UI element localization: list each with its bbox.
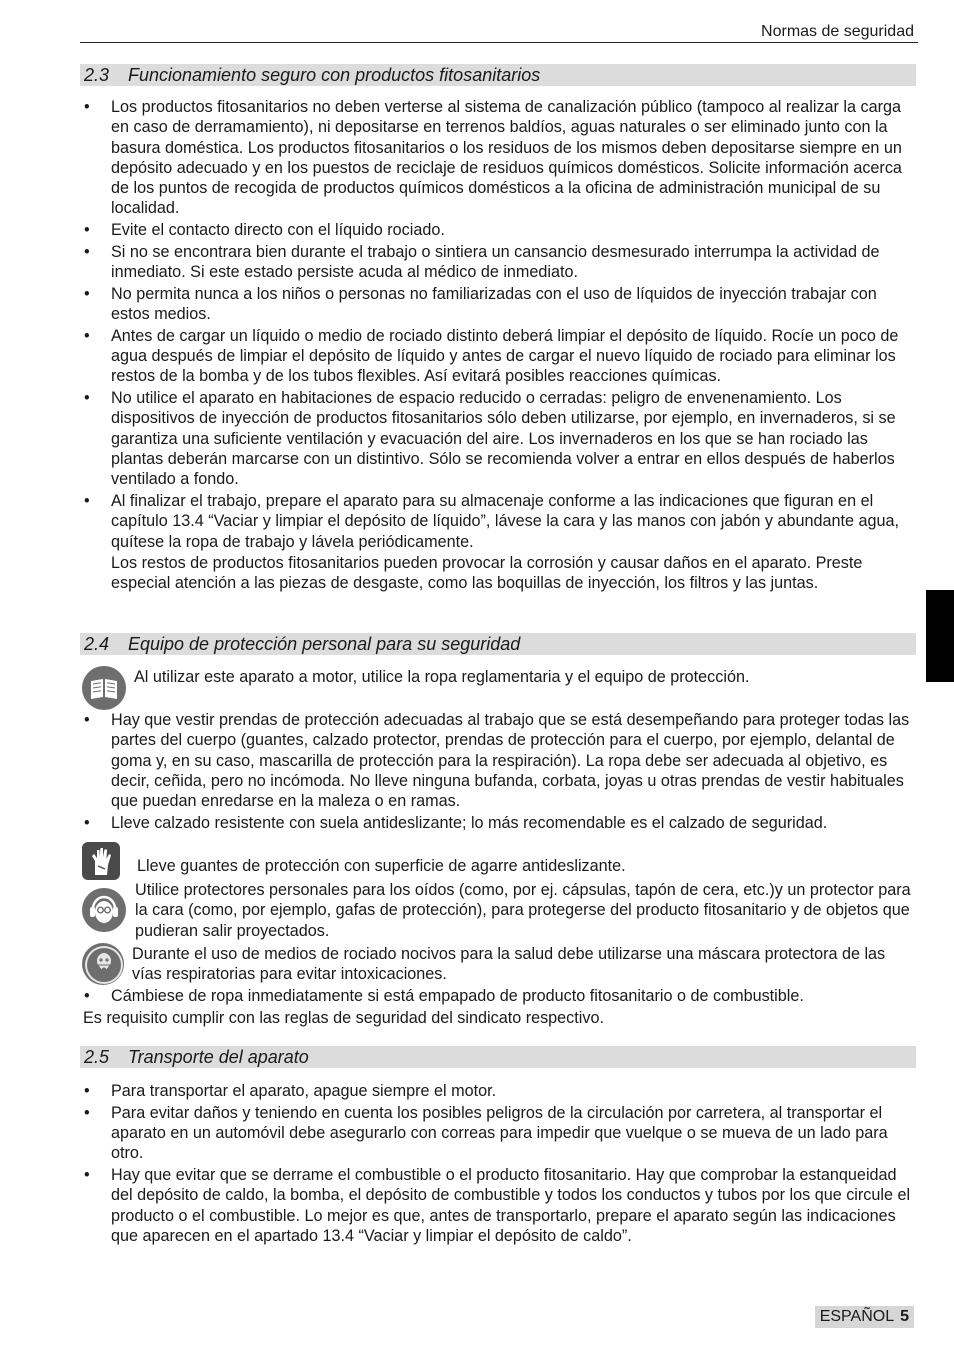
list-item: • Hay que evitar que se derrame el combustible o el producto fitosanitario. Hay que comprobar la estanqueidad del depósito de caldo, la bomba, el depósito de combustible y todos los conductos y tubos por los que circule el producto o el combustible. Lo mejor es que, antes de transportarlo, prepare el aparato según las indicaciones que aparecen en el apartado 13.4 “Vaciar y limpiar el depósito de caldo”. bbox=[80, 1165, 914, 1246]
running-header: Normas de seguridad bbox=[761, 23, 914, 40]
page-footer bbox=[815, 1306, 914, 1328]
page-number: 5 bbox=[900, 1308, 909, 1325]
list-item: • Para evitar daños y teniendo en cuenta los posibles peligros de la circulación por carretera, al transportar el aparato en un automóvil debe asegurarlo con correas para impedir que vuelque o se mueva de un lado para otro. bbox=[80, 1103, 914, 1164]
list-item: • Hay que vestir prendas de protección adecuadas al trabajo que se está desempeñando para proteger todas las partes del cuerpo (guantes, calzado protector, prendas de protección para el cuerpo, por ejemplo, delantal de goma y, en su caso, mascarilla de protección para la respiración). La ropa debe ser adecuada al objetivo, es decir, ceñida, pero no incómoda. No lleve ninguna bufanda, corbata, joyas u otras prendas de vestir habituales que puedan enredarse en la maleza o en ramas. bbox=[80, 710, 914, 811]
list-item: • Cámbiese de ropa inmediatamente si está empapado de producto fitosanitario o de combustible. bbox=[80, 986, 914, 1006]
ear-face-protection-icon bbox=[82, 888, 126, 932]
section-title: Funcionamiento seguro con productos fitosanitarios bbox=[128, 65, 541, 85]
section-2-3-list bbox=[80, 97, 914, 552]
section-number: 2.3 bbox=[84, 65, 110, 85]
section-2-5-list bbox=[80, 1081, 914, 1248]
list-item: • Los productos fitosanitarios no deben verterse al sistema de canalización público (tampoco al realizar la carga en caso de derramamiento), ni depositarse en terrenos baldíos, aguas naturales o ser eliminado junto con la basura doméstica. Los productos fitosanitarios o los residuos de los mismos deben depositarse siempre en un depósito adecuado y en los puestos de reciclaje de residuos químicos domésticos. Solicite información acerca de los puntos de recogida de productos químicos domésticos a la oficina de administración municipal de su localidad. bbox=[80, 97, 914, 219]
section-title: Equipo de protección personal para su seguridad bbox=[128, 634, 521, 654]
list-item: • Antes de cargar un líquido o medio de rociado distinto deberá limpiar el depósito de líquido. Rocíe un poco de agua después de limpiar el depósito de líquido y antes de cargar el nuevo líquido de rociado para eliminar los restos de la bomba y de los tubos flexibles. Así evitará posibles reacciones químicas. bbox=[80, 326, 914, 387]
list-item: • No utilice el aparato en habitaciones de espacio reducido o cerradas: peligro de envenenamiento. Los dispositivos de inyección de productos fitosanitarios sólo deben utilizarse, por ejemplo, en invernaderos, si se garantiza una suficiente ventilación y evacuación del aire. Los invernaderos en los que se han rociado las plantas deberán marcarse con un distintivo. Sólo se recomienda volver a entrar en ellos después de haberlos ventilado a fondo. bbox=[80, 388, 914, 489]
read-manual-icon bbox=[82, 666, 126, 710]
list-item: • Para transportar el aparato, apague siempre el motor. bbox=[80, 1081, 914, 1101]
list-item: • Al finalizar el trabajo, prepare el aparato para su almacenaje conforme a las indicaciones que figuran en el capítulo 13.4 “Vaciar y limpiar el depósito de líquido”, lávese la cara y las manos con jabón y abundante agua, quítese la ropa de trabajo y lávela periódicamente. bbox=[80, 491, 914, 552]
gloves-icon bbox=[82, 842, 120, 880]
list-item: • Lleve calzado resistente con suela antideslizante; lo más recomendable es el calzado de seguridad. bbox=[80, 813, 914, 833]
section-number: 2.5 bbox=[84, 1047, 110, 1067]
section-number: 2.4 bbox=[84, 634, 110, 654]
chapter-side-tab bbox=[926, 590, 954, 682]
section-heading-2-3 bbox=[80, 64, 916, 86]
list-item: • Si no se encontrara bien durante el trabajo o sintiera un cansancio desmesurado interrumpa la actividad de inmediato. Si este estado persiste acuda al médico de inmediato. bbox=[80, 242, 914, 283]
footer-language: ESPAÑOL bbox=[819, 1308, 895, 1325]
section-2-4-list bbox=[80, 710, 914, 835]
section-title: Transporte del aparato bbox=[128, 1047, 309, 1067]
section-2-4-list-extra bbox=[80, 986, 914, 1008]
closing-paragraph: Es requisito cumplir con las reglas de seguridad del sindicato respectivo. bbox=[83, 1009, 604, 1027]
ear-face-note: Utilice protectores personales para los oídos (como, por ej. cápsulas, tapón de cera, etc.)y un protector para la cara (como, por ejemplo, gafas de protección), para protegerse del producto fitosanitario y de objetos que pudieran salir proyectados. bbox=[135, 881, 911, 940]
section-heading-2-5 bbox=[80, 1046, 916, 1068]
manual-note: Al utilizar este aparato a motor, utilice la ropa reglamentaria y el equipo de protección. bbox=[134, 668, 750, 686]
gloves-note: Lleve guantes de protección con superficie de agarre antideslizante. bbox=[137, 857, 626, 875]
section-heading-2-4 bbox=[80, 633, 916, 655]
list-item: • No permita nunca a los niños o personas no familiarizadas con el uso de líquidos de inyección trabajar con estos medios. bbox=[80, 284, 914, 325]
header-rule bbox=[80, 42, 918, 43]
continuation-paragraph: Los restos de productos fitosanitarios pueden provocar la corrosión y causar daños en el aparato. Preste especial atención a las piezas de desgaste, como las boquillas de inyección, los filtros y las juntas. bbox=[111, 554, 863, 593]
list-item: • Evite el contacto directo con el líquido rociado. bbox=[80, 220, 914, 240]
mask-note: Durante el uso de medios de rociado nocivos para la salud debe utilizarse una máscara protectora de las vías respiratorias para evitar intoxicaciones. bbox=[132, 945, 886, 984]
respirator-mask-icon bbox=[82, 943, 124, 985]
